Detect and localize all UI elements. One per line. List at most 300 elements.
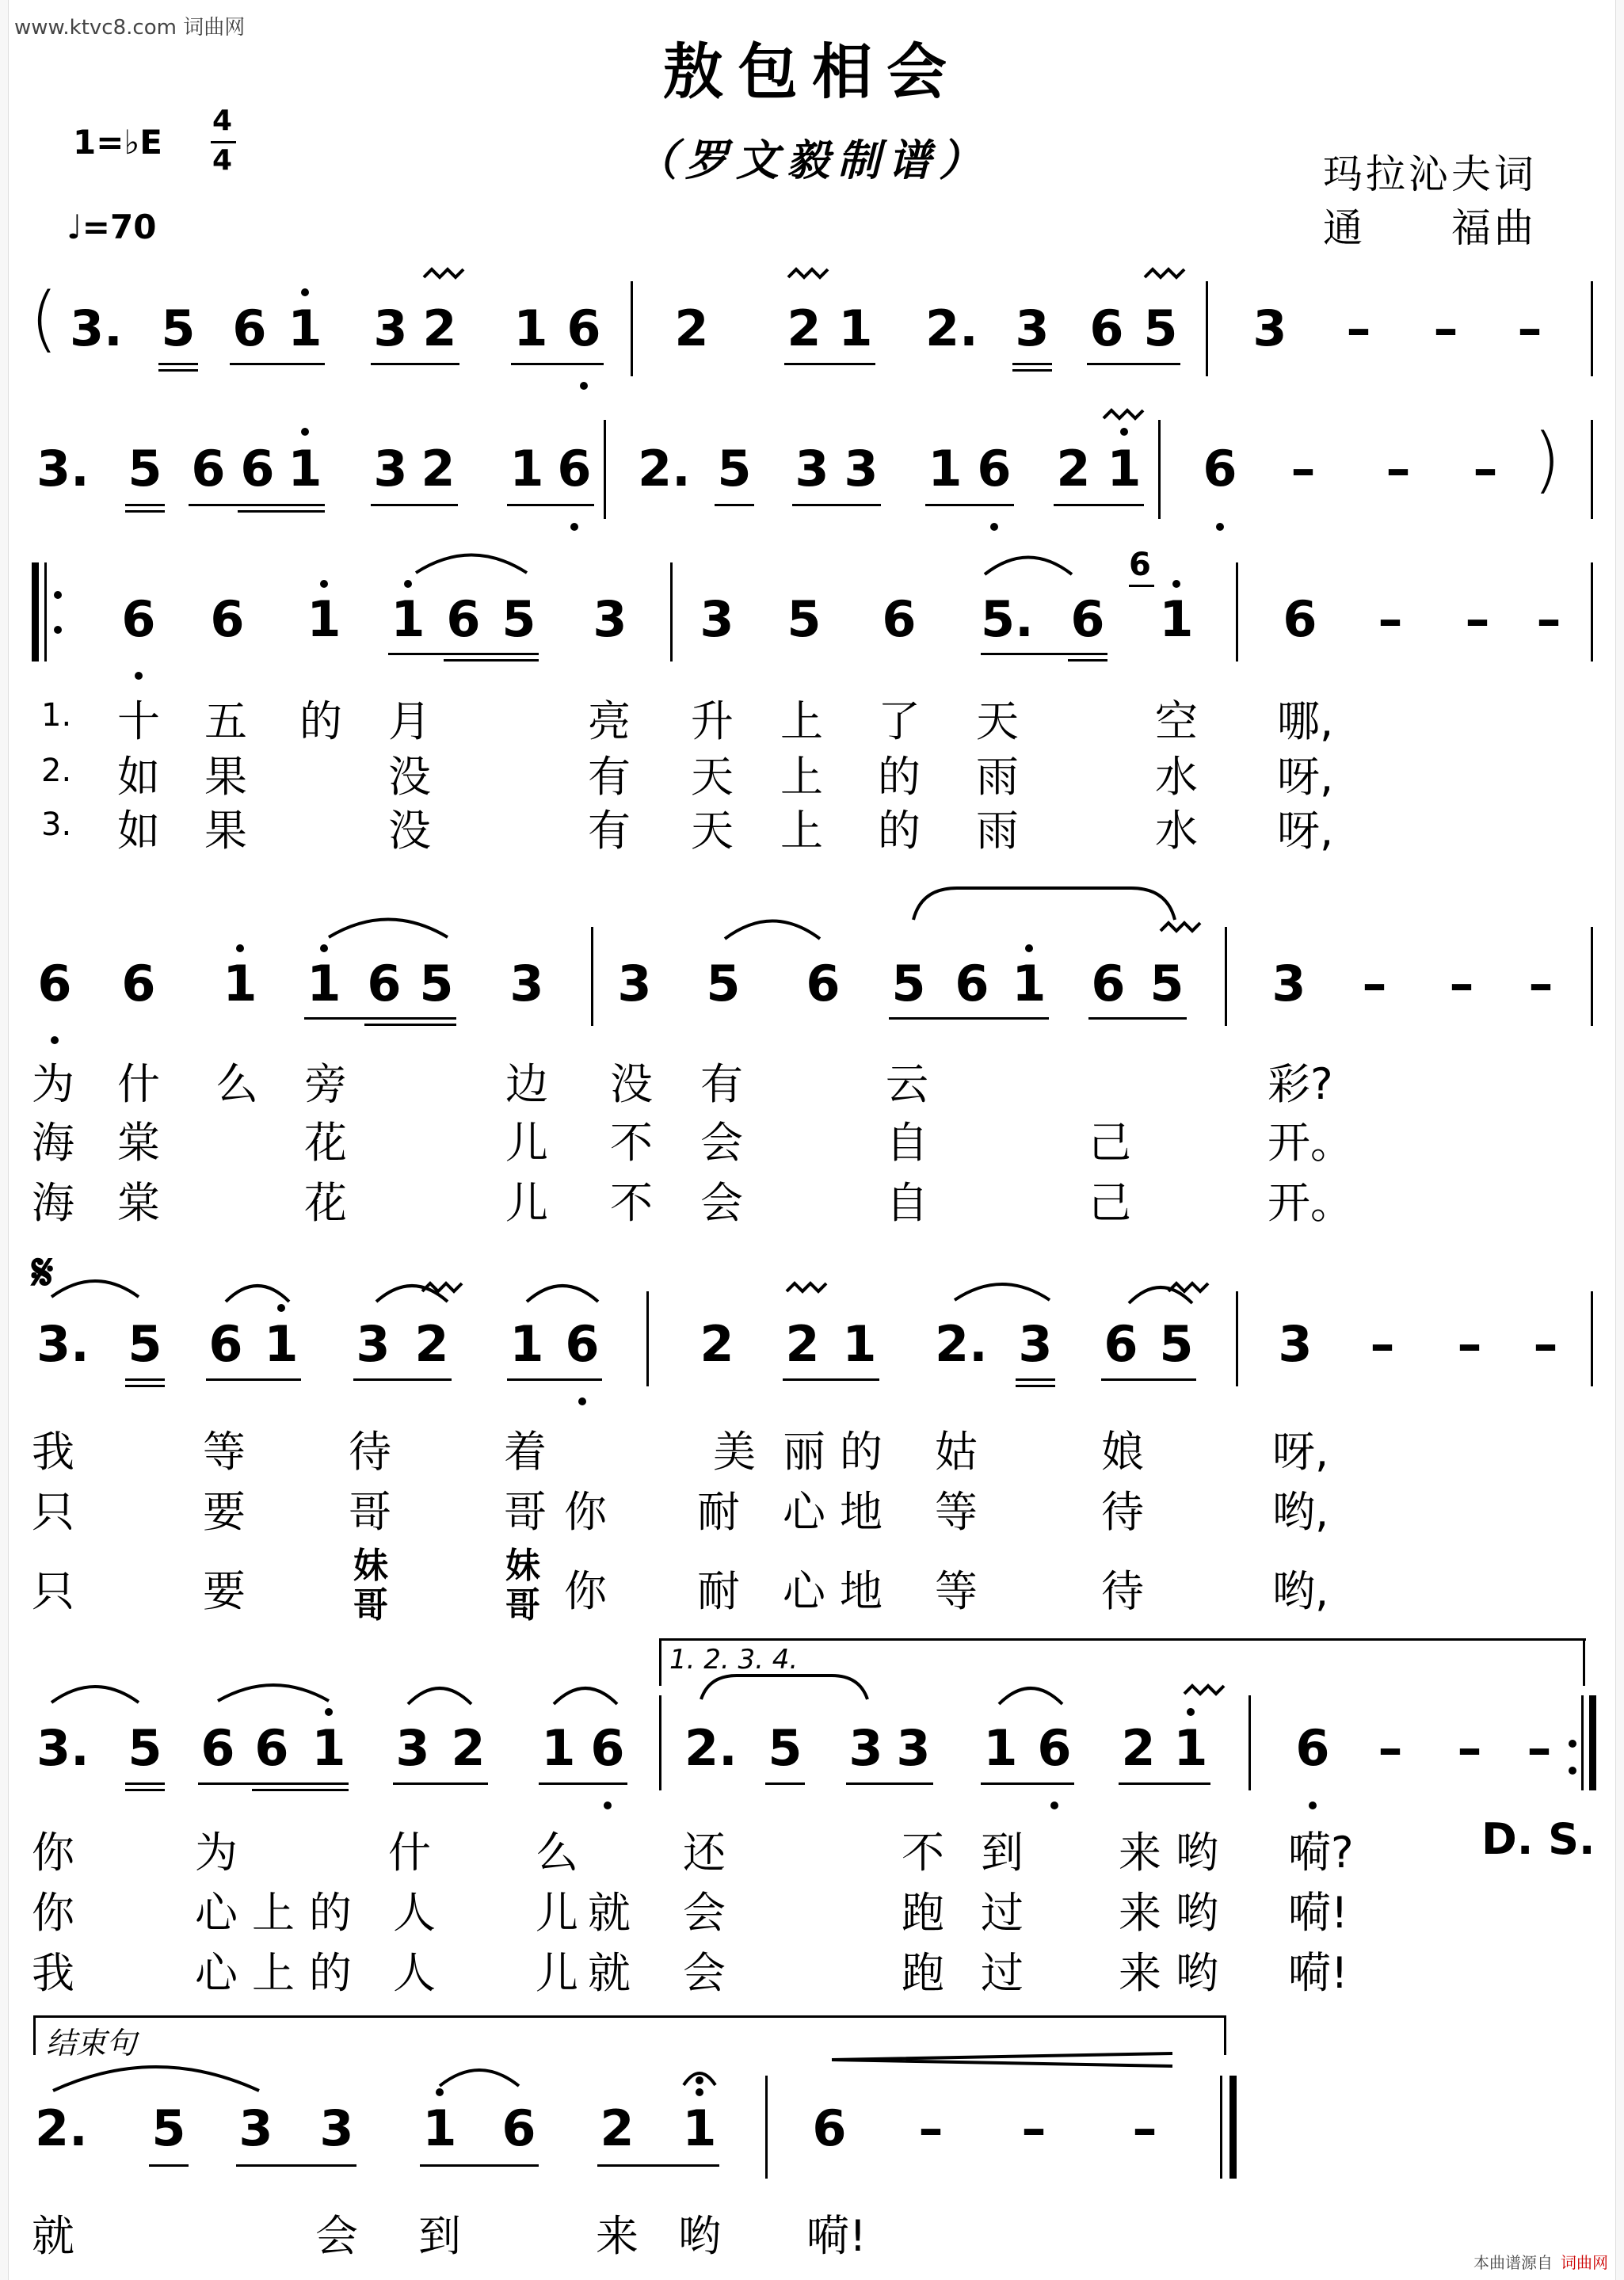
lyric: 姑: [935, 1427, 978, 1477]
lyric: 就: [588, 1888, 631, 1938]
note: 5: [151, 2099, 186, 2157]
note: 2: [600, 2099, 635, 2157]
dash: –: [1346, 299, 1371, 357]
underline: [125, 1789, 165, 1791]
lyric: 嗬!: [806, 2211, 867, 2261]
note: 5: [1159, 1315, 1194, 1373]
composer-credit: 通 福曲: [1323, 205, 1537, 251]
lyric: 己: [1088, 1178, 1131, 1228]
note: 6: [977, 440, 1012, 498]
note: 1: [513, 299, 548, 357]
underline: [198, 1782, 349, 1785]
lyric: 娘: [1101, 1427, 1144, 1477]
lyric: 跑: [902, 1948, 944, 1998]
note: 1: [288, 440, 322, 498]
mordent-icon: [1157, 915, 1204, 939]
lyric: 等: [935, 1487, 978, 1537]
high-dot: [320, 580, 328, 588]
lyric: 哟: [1176, 1888, 1218, 1938]
underline: [539, 1782, 627, 1785]
lyric: 果: [204, 752, 247, 802]
lyric: 哥: [349, 1487, 391, 1537]
note: 6: [1089, 299, 1124, 357]
slur: [48, 1269, 143, 1301]
barline: [1206, 281, 1208, 376]
lyric: 上: [780, 806, 823, 856]
time-sig-bottom: 4: [212, 144, 233, 177]
dash: –: [1517, 299, 1542, 357]
note: 1: [1159, 590, 1194, 648]
mordent-icon: [418, 1275, 466, 1299]
high-dot: [1172, 580, 1180, 588]
lyric: 哟,: [1272, 1566, 1329, 1616]
lyric: 我: [32, 1427, 74, 1477]
time-sig-line: [211, 141, 236, 143]
underline: [189, 504, 325, 506]
lyric: 儿: [505, 1178, 548, 1228]
note: 3: [795, 440, 829, 498]
note: 5: [161, 299, 196, 357]
lyric: 边: [505, 1059, 548, 1109]
note: 6: [501, 2099, 536, 2157]
note: 1: [223, 955, 257, 1012]
barline: [1236, 562, 1238, 662]
lyric: 着: [504, 1427, 547, 1477]
barline: [604, 420, 606, 519]
underline: [252, 1789, 349, 1791]
slur: [404, 1676, 475, 1708]
low-dot: [1216, 523, 1224, 531]
note: 5: [717, 440, 752, 498]
slur: [412, 545, 531, 577]
lyric: 么: [536, 1828, 578, 1878]
slur: [951, 1272, 1054, 1304]
note: 6: [557, 440, 592, 498]
volta-right: [1583, 1638, 1585, 1686]
lyric: 自: [886, 1118, 928, 1168]
note: 1: [422, 2099, 457, 2157]
note: 6: [121, 955, 156, 1012]
underline: [792, 504, 881, 506]
note: 3.: [36, 440, 90, 498]
underline: [783, 1378, 879, 1381]
lyric: 自: [886, 1178, 928, 1228]
note: 3: [319, 2099, 354, 2157]
note: 1: [391, 590, 425, 648]
lyric: 哟: [1176, 1828, 1218, 1878]
lyric: 会: [683, 1948, 726, 1998]
mordent-icon: [1141, 261, 1188, 285]
dash: –: [1021, 2099, 1046, 2157]
underline: [393, 1782, 488, 1785]
lyric: 呀,: [1272, 1427, 1329, 1477]
dash: –: [1378, 590, 1403, 648]
dash: –: [1457, 1315, 1482, 1373]
dash: –: [1433, 299, 1458, 357]
underline: [158, 363, 198, 365]
underline: [230, 363, 325, 365]
lyric: 月: [388, 696, 431, 746]
lyric: 来: [1119, 1828, 1161, 1878]
note: 6: [208, 1315, 243, 1373]
note: 6: [1203, 440, 1237, 498]
underline: [981, 1782, 1074, 1785]
dash: –: [1527, 1719, 1552, 1777]
dash: –: [1449, 955, 1474, 1012]
lyric: 儿: [536, 1888, 578, 1938]
lyric: 会: [683, 1888, 726, 1938]
lyric: 跑: [902, 1888, 944, 1938]
final-bar-thick: [1229, 2076, 1237, 2179]
lyric: 心: [195, 1948, 238, 1998]
lyric: 儿: [505, 1118, 548, 1168]
high-dot: [236, 944, 244, 952]
slur: [325, 909, 452, 941]
note: 6: [1037, 1719, 1072, 1777]
note: 6: [367, 955, 402, 1012]
lyric: 的: [309, 1948, 352, 1998]
note: 6: [1283, 590, 1317, 648]
barline: [1591, 281, 1593, 376]
low-dot: [1309, 1802, 1317, 1809]
dash: –: [1528, 955, 1553, 1012]
note: 5: [1149, 955, 1184, 1012]
note: 1: [509, 1315, 544, 1373]
underline: [846, 1782, 933, 1785]
high-dot: [301, 288, 309, 296]
footer-logo[interactable]: 词曲网: [1561, 2253, 1608, 2272]
note: 3.: [36, 1315, 90, 1373]
dash: –: [1473, 440, 1498, 498]
barline: [1236, 1291, 1238, 1386]
lyric: 天: [691, 752, 734, 802]
note: 3: [1278, 1315, 1313, 1373]
note: 2: [787, 299, 822, 357]
slur: [48, 1675, 143, 1706]
lyric: 的: [299, 696, 342, 746]
repeat-start-thin: [44, 562, 47, 662]
lyricist-credit: 玛拉沁夫词: [1323, 151, 1537, 197]
underline: [889, 1017, 1049, 1020]
lyric: 己: [1088, 1118, 1131, 1168]
lyric: 耐: [697, 1566, 740, 1616]
note: 1: [682, 2099, 717, 2157]
lyric: 不: [902, 1828, 944, 1878]
stacked-top: 妹: [353, 1546, 388, 1586]
slur: [214, 1673, 333, 1705]
low-dot: [570, 523, 578, 531]
repeat-dot: [54, 626, 62, 634]
note: 1: [983, 1719, 1018, 1777]
lyric: 哥: [504, 1487, 547, 1537]
barline: [1591, 562, 1593, 662]
note: 6: [232, 299, 267, 357]
lyric: 天: [691, 806, 734, 856]
note: 5: [501, 590, 536, 648]
low-dot: [990, 523, 998, 531]
note: 6: [1070, 590, 1105, 648]
lyric: 待: [1101, 1487, 1144, 1537]
note: 1: [509, 440, 544, 498]
note: 1: [541, 1719, 576, 1777]
dash: –: [1465, 590, 1490, 648]
note: 3: [617, 955, 652, 1012]
underline: [125, 1378, 165, 1381]
note: 3.: [70, 299, 123, 357]
time-sig-top: 4: [212, 105, 233, 137]
underline: [364, 1024, 456, 1026]
lyric: 什: [388, 1828, 431, 1878]
stacked-bottom: 哥: [505, 1585, 540, 1626]
lyric: 为: [195, 1828, 238, 1878]
lyric: 到: [981, 1828, 1024, 1878]
slur: [981, 547, 1076, 578]
note: 5: [891, 955, 926, 1012]
lyric: 丽: [783, 1427, 825, 1477]
underline: [715, 504, 754, 506]
lyric: 嗬!: [1288, 1948, 1348, 1998]
lyric: 美: [713, 1427, 756, 1477]
note: 1: [1012, 955, 1046, 1012]
dash: –: [1290, 440, 1316, 498]
note: 6: [955, 955, 989, 1012]
lyric: 哪,: [1277, 696, 1334, 746]
lyric: 儿: [536, 1948, 578, 1998]
lyric: 你: [32, 1828, 74, 1878]
slur: [550, 1676, 621, 1708]
lyric: 会: [315, 2211, 358, 2261]
lyric: 云: [886, 1059, 928, 1109]
lyric: 等: [935, 1566, 978, 1616]
note: 1: [838, 299, 873, 357]
underline: [784, 363, 875, 365]
note: 1: [288, 299, 322, 357]
underline: [304, 1017, 456, 1020]
lyric: 不: [610, 1178, 653, 1228]
note: 5: [787, 590, 822, 648]
note: 1: [307, 590, 341, 648]
underline: [1101, 1378, 1196, 1381]
repeat-end-thin: [1581, 1695, 1584, 1790]
lyric: 旁: [304, 1059, 347, 1109]
grace-underline: [1129, 585, 1154, 587]
note: 5: [768, 1719, 802, 1777]
lyric: 会: [700, 1178, 743, 1228]
underline: [1016, 1385, 1055, 1387]
high-dot: [320, 944, 328, 952]
underline: [981, 653, 1107, 655]
barline: [1591, 927, 1593, 1026]
high-dot: [1120, 428, 1128, 436]
note: 2: [421, 440, 456, 498]
underline: [158, 369, 198, 372]
note: 1: [842, 1315, 877, 1373]
lyric: 开。: [1268, 1178, 1353, 1228]
lyric: 来: [1119, 1888, 1161, 1938]
low-dot: [580, 382, 588, 390]
underline: [125, 504, 165, 506]
lyric: 来: [596, 2211, 639, 2261]
note: 3: [700, 590, 734, 648]
slur: [436, 2058, 523, 2090]
barline: [659, 1695, 661, 1790]
lyric: 心: [783, 1566, 825, 1616]
note: 5: [419, 955, 454, 1012]
dash: –: [1533, 1315, 1558, 1373]
ending-bracket: [33, 2015, 1226, 2018]
barline: [1591, 1291, 1593, 1386]
segno-icon: 𝄋: [32, 1244, 54, 1302]
lyric: 如: [117, 806, 160, 856]
lyric: 么: [215, 1059, 258, 1109]
note: 6: [240, 440, 275, 498]
note: 3: [1015, 299, 1050, 357]
lyric: 心: [783, 1487, 825, 1537]
lyric: 哟: [678, 2211, 721, 2261]
repeat-dot: [1569, 1767, 1576, 1775]
high-dot: [1025, 944, 1033, 952]
note: 6: [565, 1315, 600, 1373]
note: 1: [928, 440, 963, 498]
mordent-icon: [1165, 1275, 1212, 1299]
note: 6: [566, 299, 601, 357]
note: 3: [1271, 955, 1306, 1012]
note: 2.: [925, 299, 978, 357]
lyric: 你: [564, 1487, 607, 1537]
underline: [125, 1782, 165, 1785]
low-dot: [578, 1397, 586, 1405]
note: 2: [451, 1719, 486, 1777]
barline: [646, 1291, 649, 1386]
lyric: 什: [117, 1059, 160, 1109]
lyric: 水: [1155, 806, 1198, 856]
lyric: 有: [588, 806, 631, 856]
lyric: 上: [780, 752, 823, 802]
lyric: 要: [203, 1566, 246, 1616]
grace-note: 6: [1129, 547, 1151, 583]
lyric: 等: [203, 1427, 246, 1477]
barline: [765, 2076, 768, 2179]
lyric: 棠: [117, 1118, 160, 1168]
note: 5: [1143, 299, 1178, 357]
underline: [925, 504, 1014, 506]
note: 6: [446, 590, 481, 648]
underline: [371, 363, 459, 365]
note: 1: [307, 955, 341, 1012]
note: 6: [1091, 955, 1126, 1012]
lyric: 嗬?: [1288, 1828, 1354, 1878]
final-bar-thin: [1220, 2076, 1222, 2179]
lyric: 我: [32, 1948, 74, 1998]
note: 5: [706, 955, 741, 1012]
lyric: 天: [976, 696, 1019, 746]
slur: [995, 1676, 1066, 1708]
tempo-marking: ♩=70: [67, 208, 157, 246]
underline: [125, 510, 165, 513]
note: 6: [210, 590, 245, 648]
lyric: 呀,: [1277, 806, 1334, 856]
note: 2: [1121, 1719, 1156, 1777]
low-dot: [1050, 1802, 1058, 1809]
lyric: 哟,: [1272, 1487, 1329, 1537]
lyric: 如: [117, 752, 160, 802]
volta-bracket: [659, 1638, 1586, 1641]
lyric: 彩?: [1268, 1059, 1333, 1109]
lyric: 升: [691, 696, 734, 746]
lyric: 耐: [697, 1487, 740, 1537]
lyric: 花: [304, 1118, 347, 1168]
underline: [1012, 363, 1052, 365]
lyric: 的: [878, 806, 921, 856]
note: 2.: [638, 440, 691, 498]
repeat-end-thick: [1589, 1695, 1596, 1790]
barline: [1248, 1695, 1251, 1790]
note: 6: [590, 1719, 625, 1777]
note: 6: [1104, 1315, 1138, 1373]
lyric: 地: [840, 1566, 883, 1616]
note: 5: [128, 1315, 162, 1373]
ending-right: [1224, 2015, 1226, 2055]
underline: [1088, 1017, 1187, 1020]
underline: [149, 2164, 189, 2167]
underline: [125, 1385, 165, 1387]
note: 2: [414, 1315, 449, 1373]
note: 6: [882, 590, 917, 648]
lyric: 棠: [117, 1178, 160, 1228]
lyric: 的: [309, 1888, 352, 1938]
ds-marking: D. S.: [1481, 1814, 1595, 1864]
note: 3: [373, 299, 408, 357]
lyric: 你: [564, 1566, 607, 1616]
lyric: 还: [683, 1828, 726, 1878]
barline: [631, 281, 633, 376]
mordent-icon: [420, 261, 467, 285]
note: 3: [844, 440, 879, 498]
lyric: 要: [203, 1487, 246, 1537]
lyric: 心: [195, 1888, 238, 1938]
dash: –: [1378, 1719, 1403, 1777]
barline: [670, 562, 673, 662]
low-dot: [51, 1036, 59, 1044]
underline: [511, 363, 604, 365]
note: 3: [1252, 299, 1287, 357]
lyric: 哟: [1176, 1948, 1218, 1998]
footer-source: 本曲谱源自: [1473, 2253, 1553, 2272]
underline: [353, 1378, 452, 1381]
note: 6: [254, 1719, 289, 1777]
underline: [206, 1378, 301, 1381]
site-tag: www.ktvc8.com 词曲网: [14, 16, 246, 40]
diminuendo-icon: [828, 2052, 1176, 2084]
note: 3: [238, 2099, 273, 2157]
note: 5.: [981, 590, 1034, 648]
note: 6: [121, 590, 156, 648]
slur: [222, 1274, 293, 1306]
lyric: 会: [700, 1118, 743, 1168]
dash: –: [1536, 590, 1561, 648]
note: 2: [700, 1315, 734, 1373]
note: 3: [509, 955, 544, 1012]
lyric: 海: [32, 1178, 74, 1228]
note: 2.: [935, 1315, 988, 1373]
lyric: 雨: [976, 806, 1019, 856]
note: 1: [1173, 1719, 1208, 1777]
right-margin-strip: [1615, 0, 1624, 2280]
fermata-icon: [680, 2060, 719, 2091]
verse-number: 1.: [41, 697, 72, 734]
note: 2: [422, 299, 457, 357]
barline: [591, 927, 593, 1026]
